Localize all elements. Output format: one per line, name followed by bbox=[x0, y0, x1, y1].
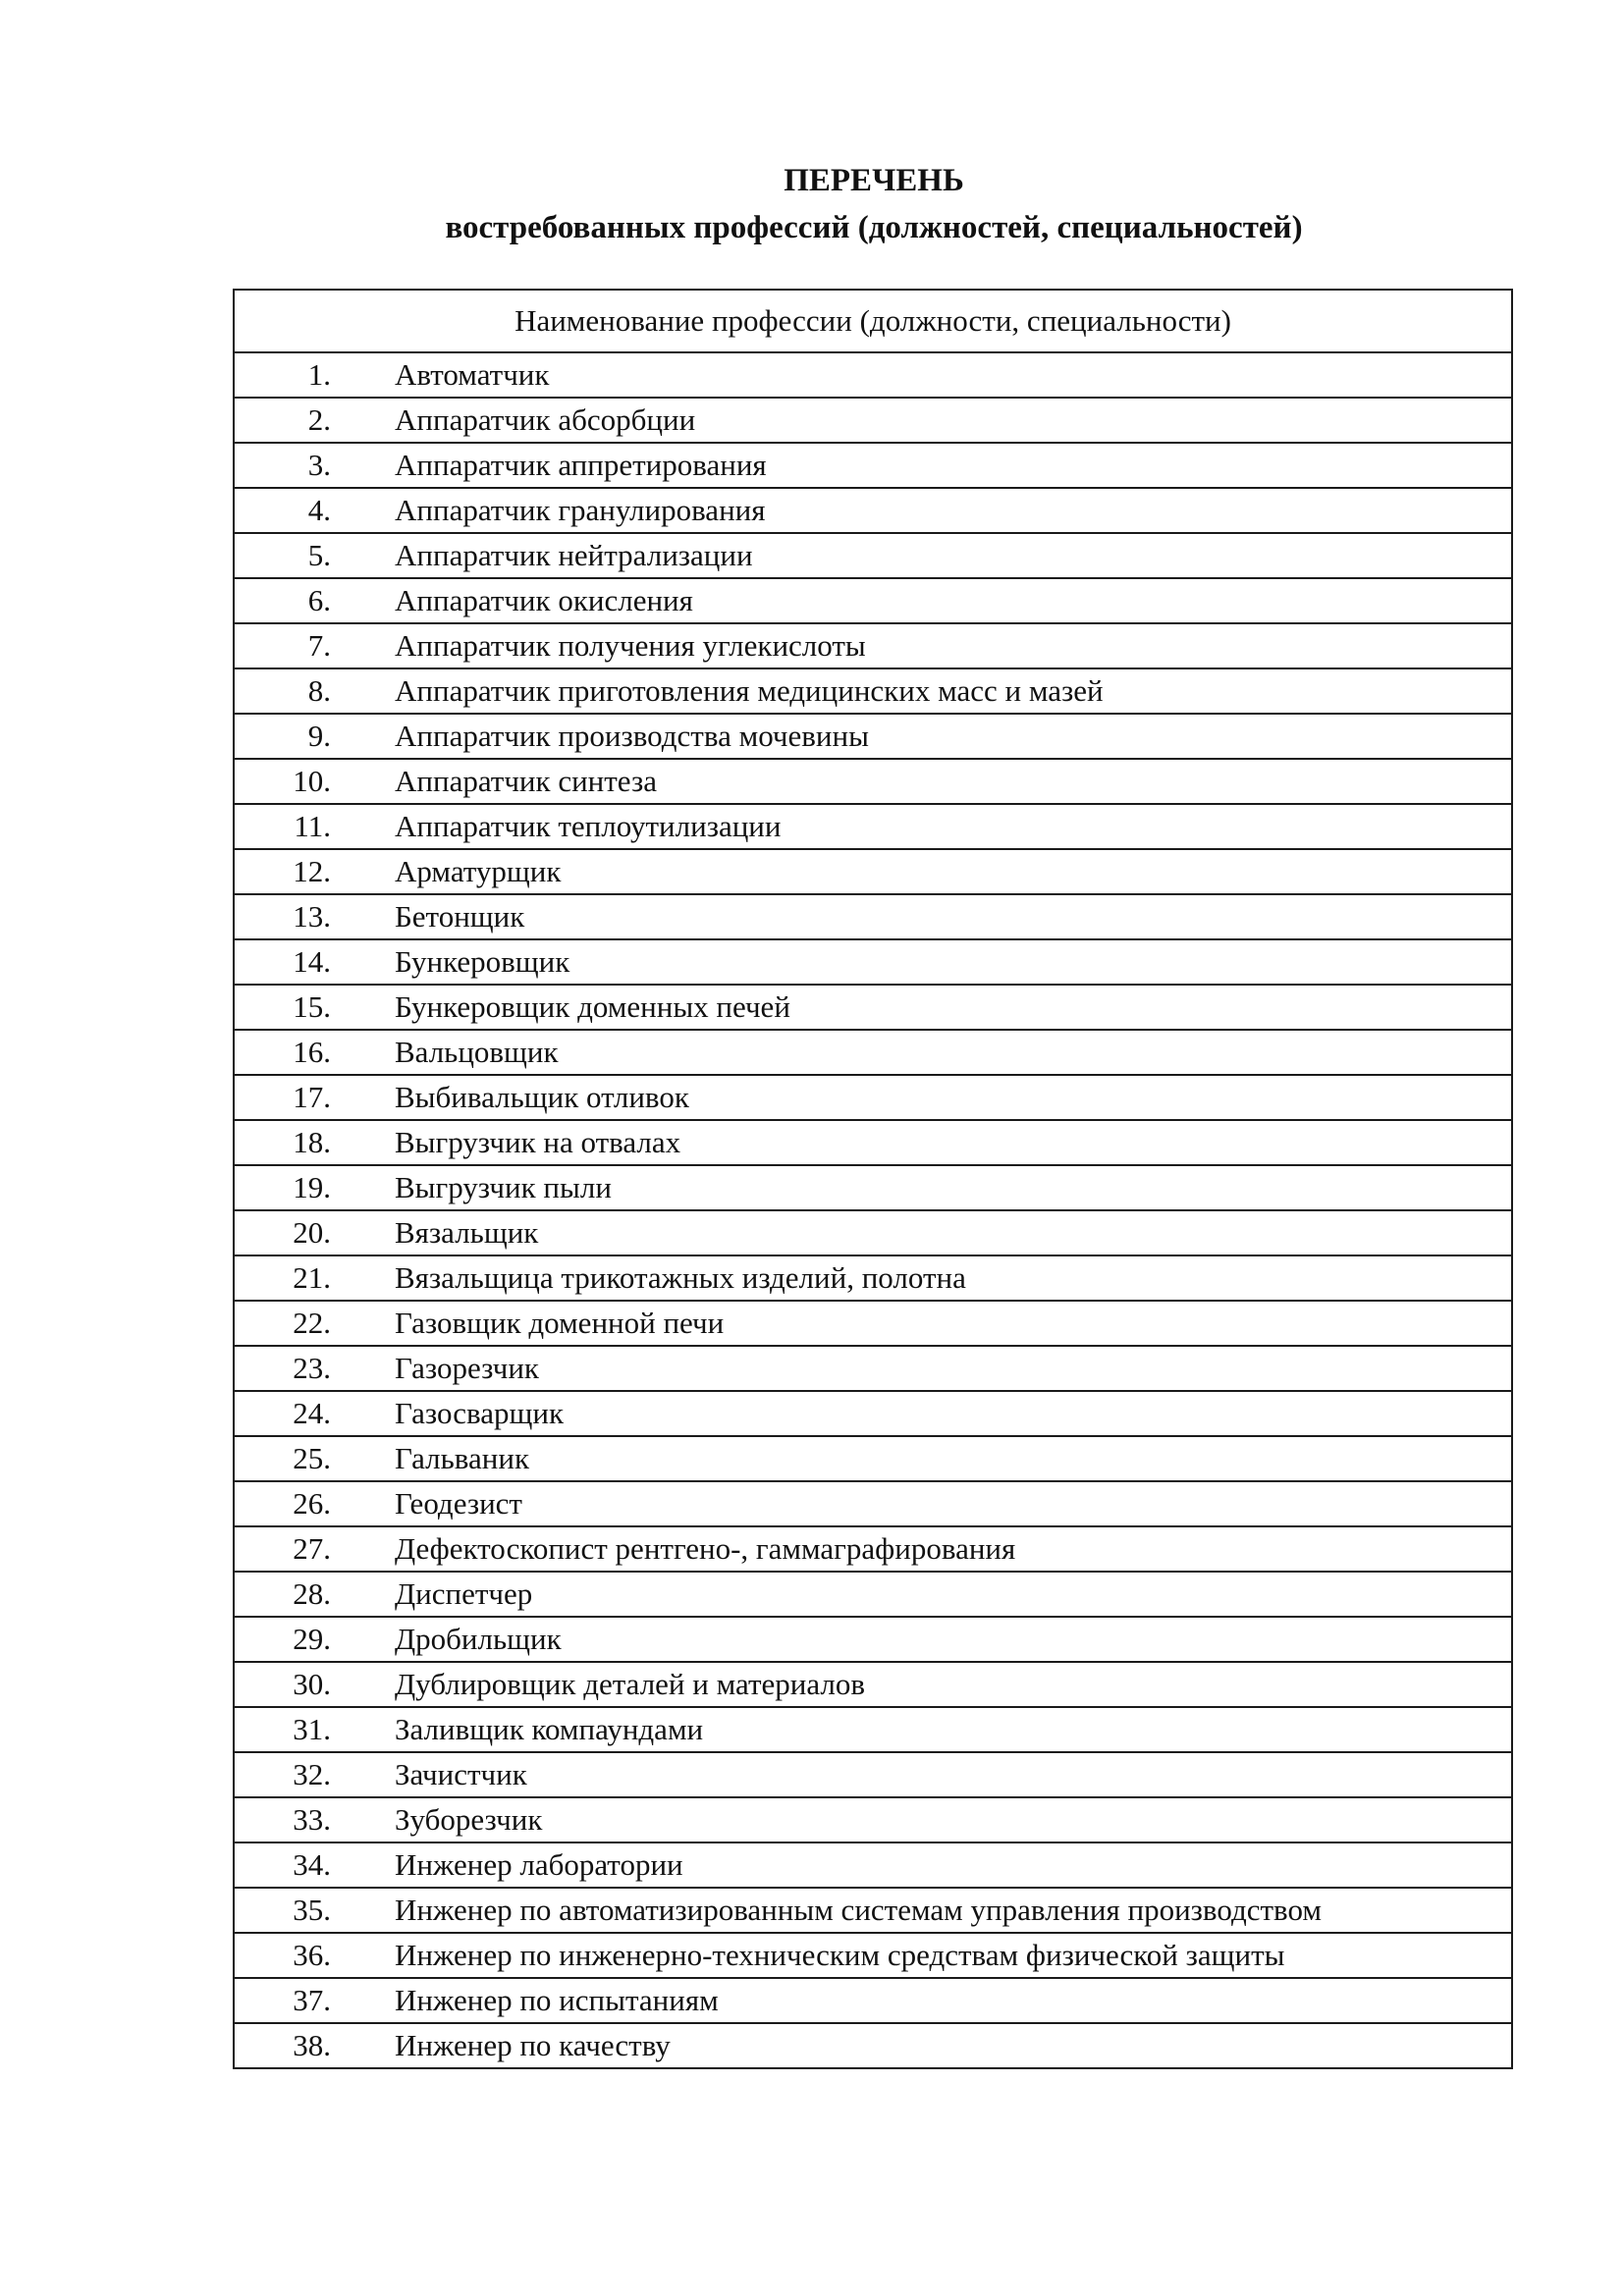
table-row bbox=[234, 1346, 1512, 1391]
profession-name: Газовщик доменной печи bbox=[395, 1301, 1512, 1346]
row-number: 19. bbox=[293, 1170, 331, 1204]
row-number-cell bbox=[234, 939, 395, 985]
row-number: 18. bbox=[293, 1125, 331, 1159]
row-number: 26. bbox=[293, 1486, 331, 1521]
row-number-cell bbox=[234, 1752, 395, 1797]
profession-name: Зачистчик bbox=[395, 1752, 1512, 1797]
table-row bbox=[234, 1707, 1512, 1752]
table-header-row bbox=[234, 290, 1512, 352]
row-number-cell bbox=[234, 1075, 395, 1120]
profession-name: Дробильщик bbox=[395, 1617, 1512, 1662]
profession-name: Инженер по автоматизированным системам управления производством bbox=[395, 1888, 1512, 1933]
profession-name: Инженер по качеству bbox=[395, 2023, 1512, 2068]
row-number: 34. bbox=[293, 1847, 331, 1882]
profession-name: Аппаратчик теплоутилизации bbox=[395, 804, 1512, 849]
table-row bbox=[234, 939, 1512, 985]
table-row bbox=[234, 1120, 1512, 1165]
table-body bbox=[234, 352, 1512, 2068]
profession-name: Диспетчер bbox=[395, 1572, 1512, 1617]
table-row bbox=[234, 985, 1512, 1030]
table-row bbox=[234, 2023, 1512, 2068]
profession-name: Газосварщик bbox=[395, 1391, 1512, 1436]
row-number-cell bbox=[234, 443, 395, 488]
row-number-cell bbox=[234, 1888, 395, 1933]
row-number-cell bbox=[234, 1120, 395, 1165]
row-number-cell bbox=[234, 1346, 395, 1391]
row-number: 16. bbox=[293, 1035, 331, 1069]
row-number-cell bbox=[234, 1210, 395, 1255]
profession-name: Арматурщик bbox=[395, 849, 1512, 894]
table-row bbox=[234, 1255, 1512, 1301]
profession-name: Вальцовщик bbox=[395, 1030, 1512, 1075]
row-number: 23. bbox=[293, 1351, 331, 1385]
row-number: 5. bbox=[307, 538, 331, 572]
row-number-cell bbox=[234, 894, 395, 939]
profession-name: Аппаратчик окисления bbox=[395, 578, 1512, 623]
document-subtitle: востребованных профессий (должностей, специальностей) bbox=[445, 210, 1303, 245]
table-row bbox=[234, 1481, 1512, 1526]
table-row bbox=[234, 1842, 1512, 1888]
row-number: 25. bbox=[293, 1441, 331, 1475]
row-number-cell bbox=[234, 488, 395, 533]
profession-name: Инженер по инженерно-техническим средствам физической защиты bbox=[395, 1933, 1512, 1978]
row-number: 30. bbox=[293, 1667, 331, 1701]
row-number: 35. bbox=[293, 1893, 331, 1927]
row-number-cell bbox=[234, 1933, 395, 1978]
row-number: 7. bbox=[307, 628, 331, 663]
row-number: 1. bbox=[307, 357, 331, 392]
professions-table bbox=[233, 289, 1513, 2069]
table-row bbox=[234, 1030, 1512, 1075]
row-number: 3. bbox=[307, 448, 331, 482]
table-row bbox=[234, 1210, 1512, 1255]
table-row bbox=[234, 623, 1512, 668]
profession-name: Выбивальщик отливок bbox=[395, 1075, 1512, 1120]
profession-name: Гальваник bbox=[395, 1436, 1512, 1481]
row-number: 36. bbox=[293, 1938, 331, 1972]
row-number: 28. bbox=[293, 1576, 331, 1611]
table-row bbox=[234, 1933, 1512, 1978]
row-number-cell bbox=[234, 1797, 395, 1842]
row-number: 9. bbox=[307, 719, 331, 753]
row-number: 22. bbox=[293, 1306, 331, 1340]
row-number: 29. bbox=[293, 1622, 331, 1656]
table-row bbox=[234, 1391, 1512, 1436]
table-row bbox=[234, 1572, 1512, 1617]
row-number-cell bbox=[234, 714, 395, 759]
row-number: 6. bbox=[307, 583, 331, 617]
table-row bbox=[234, 578, 1512, 623]
document-title: ПЕРЕЧЕНЬ bbox=[784, 163, 964, 198]
row-number-cell bbox=[234, 804, 395, 849]
profession-name: Аппаратчик аппретирования bbox=[395, 443, 1512, 488]
row-number-cell bbox=[234, 1662, 395, 1707]
row-number-cell bbox=[234, 1301, 395, 1346]
profession-name: Аппаратчик синтеза bbox=[395, 759, 1512, 804]
row-number: 17. bbox=[293, 1080, 331, 1114]
profession-name: Инженер лаборатории bbox=[395, 1842, 1512, 1888]
table-row bbox=[234, 443, 1512, 488]
profession-name: Заливщик компаундами bbox=[395, 1707, 1512, 1752]
row-number: 12. bbox=[293, 854, 331, 888]
row-number: 32. bbox=[293, 1757, 331, 1791]
row-number: 14. bbox=[293, 944, 331, 979]
profession-name: Выгрузчик на отвалах bbox=[395, 1120, 1512, 1165]
table-row bbox=[234, 1797, 1512, 1842]
profession-name: Вязальщик bbox=[395, 1210, 1512, 1255]
row-number-cell bbox=[234, 1978, 395, 2023]
table-header: Наименование профессии (должности, специальности) bbox=[234, 290, 1512, 352]
row-number: 31. bbox=[293, 1712, 331, 1746]
profession-name: Инженер по испытаниям bbox=[395, 1978, 1512, 2023]
table-row bbox=[234, 759, 1512, 804]
profession-name: Аппаратчик производства мочевины bbox=[395, 714, 1512, 759]
profession-name: Газорезчик bbox=[395, 1346, 1512, 1391]
row-number-cell bbox=[234, 849, 395, 894]
table-row bbox=[234, 1888, 1512, 1933]
table-row bbox=[234, 668, 1512, 714]
row-number-cell bbox=[234, 623, 395, 668]
profession-name: Аппаратчик приготовления медицинских масс и мазей bbox=[395, 668, 1512, 714]
row-number-cell bbox=[234, 985, 395, 1030]
row-number: 27. bbox=[293, 1531, 331, 1566]
table-row bbox=[234, 533, 1512, 578]
profession-name: Бетонщик bbox=[395, 894, 1512, 939]
profession-name: Бункеровщик bbox=[395, 939, 1512, 985]
table-row bbox=[234, 894, 1512, 939]
profession-name: Автоматчик bbox=[395, 352, 1512, 398]
row-number-cell bbox=[234, 578, 395, 623]
row-number-cell bbox=[234, 2023, 395, 2068]
row-number-cell bbox=[234, 398, 395, 443]
row-number: 24. bbox=[293, 1396, 331, 1430]
profession-name: Вязальщица трикотажных изделий, полотна bbox=[395, 1255, 1512, 1301]
profession-name: Дефектоскопист рентгено-, гаммаграфирования bbox=[395, 1526, 1512, 1572]
table-row bbox=[234, 849, 1512, 894]
row-number-cell bbox=[234, 1842, 395, 1888]
table-row bbox=[234, 1617, 1512, 1662]
row-number-cell bbox=[234, 1481, 395, 1526]
table-row bbox=[234, 1978, 1512, 2023]
profession-name: Выгрузчик пыли bbox=[395, 1165, 1512, 1210]
row-number: 37. bbox=[293, 1983, 331, 2017]
row-number: 33. bbox=[293, 1802, 331, 1837]
profession-name: Дублировщик деталей и материалов bbox=[395, 1662, 1512, 1707]
table-row bbox=[234, 1526, 1512, 1572]
title-block bbox=[0, 157, 1624, 251]
table-row bbox=[234, 804, 1512, 849]
profession-name: Аппаратчик получения углекислоты bbox=[395, 623, 1512, 668]
table-row bbox=[234, 398, 1512, 443]
row-number-cell bbox=[234, 1030, 395, 1075]
row-number-cell bbox=[234, 1436, 395, 1481]
row-number-cell bbox=[234, 1526, 395, 1572]
row-number: 13. bbox=[293, 899, 331, 934]
row-number: 4. bbox=[307, 493, 331, 527]
row-number-cell bbox=[234, 1255, 395, 1301]
row-number: 10. bbox=[293, 764, 331, 798]
row-number: 38. bbox=[293, 2028, 331, 2062]
table-row bbox=[234, 352, 1512, 398]
row-number: 2. bbox=[307, 402, 331, 437]
row-number: 20. bbox=[293, 1215, 331, 1250]
row-number-cell bbox=[234, 759, 395, 804]
table-row bbox=[234, 488, 1512, 533]
table-row bbox=[234, 714, 1512, 759]
row-number-cell bbox=[234, 1165, 395, 1210]
row-number-cell bbox=[234, 533, 395, 578]
row-number: 15. bbox=[293, 989, 331, 1024]
profession-name: Аппаратчик гранулирования bbox=[395, 488, 1512, 533]
row-number: 8. bbox=[307, 673, 331, 708]
table-row bbox=[234, 1075, 1512, 1120]
row-number-cell bbox=[234, 1707, 395, 1752]
row-number-cell bbox=[234, 352, 395, 398]
profession-name: Бункеровщик доменных печей bbox=[395, 985, 1512, 1030]
row-number-cell bbox=[234, 1617, 395, 1662]
row-number: 11. bbox=[294, 809, 331, 843]
table-row bbox=[234, 1436, 1512, 1481]
table-row bbox=[234, 1301, 1512, 1346]
row-number-cell bbox=[234, 1572, 395, 1617]
profession-name: Аппаратчик нейтрализации bbox=[395, 533, 1512, 578]
row-number-cell bbox=[234, 1391, 395, 1436]
profession-name: Зуборезчик bbox=[395, 1797, 1512, 1842]
profession-name: Аппаратчик абсорбции bbox=[395, 398, 1512, 443]
table-row bbox=[234, 1662, 1512, 1707]
row-number-cell bbox=[234, 668, 395, 714]
table-row bbox=[234, 1752, 1512, 1797]
profession-name: Геодезист bbox=[395, 1481, 1512, 1526]
table-row bbox=[234, 1165, 1512, 1210]
row-number: 21. bbox=[293, 1260, 331, 1295]
